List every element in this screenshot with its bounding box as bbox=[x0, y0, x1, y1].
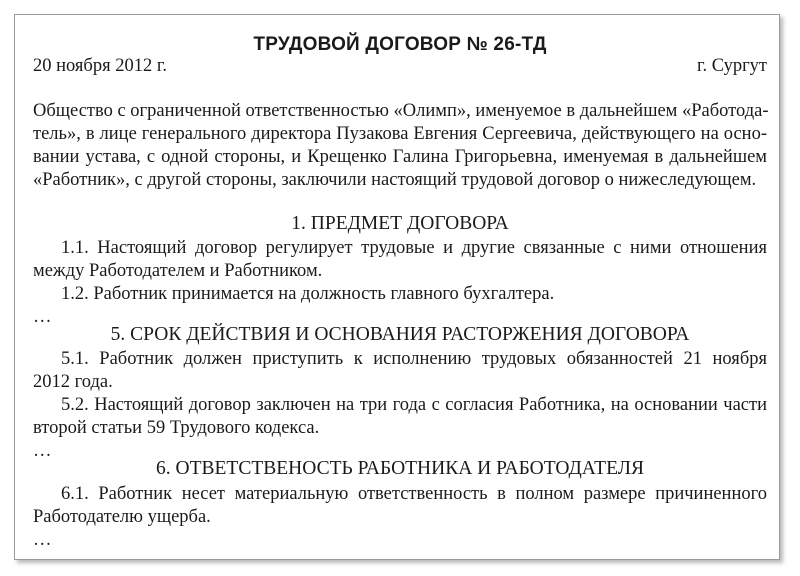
clause-line: 1.2. Работник принимается на должность главного бухгалтера. bbox=[61, 284, 555, 304]
ellipsis: … bbox=[33, 441, 52, 461]
clause-line: 2012 года. bbox=[33, 372, 113, 392]
document-title: ТРУДОВОЙ ДОГОВОР № 26-ТД bbox=[253, 34, 547, 55]
clause-line: между Работодателем и Работником. bbox=[33, 261, 323, 281]
preamble-line: тель», в лице генерального директора Пузакова Евгения Сергеевича, действующего на осно- bbox=[33, 124, 767, 144]
section-heading-1: 1. ПРЕДМЕТ ДОГОВОРА bbox=[291, 213, 509, 234]
ellipsis: … bbox=[33, 530, 52, 550]
contract-date: 20 ноября 2012 г. bbox=[33, 56, 167, 76]
clause-line: 1.1. Настоящий договор регулирует трудовые и другие связанные с ними отношения bbox=[61, 238, 767, 258]
section-heading-5: 5. СРОК ДЕЙСТВИЯ И ОСНОВАНИЯ РАСТОРЖЕНИЯ ДОГОВОРА bbox=[110, 324, 690, 345]
contract-city: г. Сургут bbox=[696, 56, 767, 76]
clause-line: второй статьи 59 Трудового кодекса. bbox=[33, 418, 320, 438]
preamble-line: вании устава, с одной стороны, и Крещенко Галина Григорьевна, именуемая в дальнейшем bbox=[33, 147, 767, 167]
section-6-body bbox=[33, 483, 767, 552]
preamble-line: Общество с ограниченной ответственностью «Олимп», именуемое в дальнейшем «Работода- bbox=[33, 101, 769, 121]
clause-line: 6.1. Работник несет материальную ответственность в полном размере причиненного bbox=[61, 484, 767, 504]
section-5-body bbox=[33, 348, 767, 463]
preamble-line: «Работник», с другой стороны, заключили настоящий трудовой договор о нижеследующем. bbox=[33, 170, 757, 190]
section-1-body bbox=[33, 237, 767, 329]
clause-line: Работодателю ущерба. bbox=[33, 507, 211, 527]
clause-line: 5.1. Работник должен приступить к исполнению трудовых обязанностей 21 ноября bbox=[61, 349, 767, 369]
preamble bbox=[33, 100, 767, 192]
ellipsis: … bbox=[33, 307, 52, 327]
clause-line: 5.2. Настоящий договор заключен на три года с согласия Работника, на основании части bbox=[61, 395, 767, 415]
section-heading-6: 6. ОТВЕТСТВЕНОСТЬ РАБОТНИКА И РАБОТОДАТЕЛЯ bbox=[156, 458, 644, 479]
date-place-line bbox=[33, 56, 767, 82]
